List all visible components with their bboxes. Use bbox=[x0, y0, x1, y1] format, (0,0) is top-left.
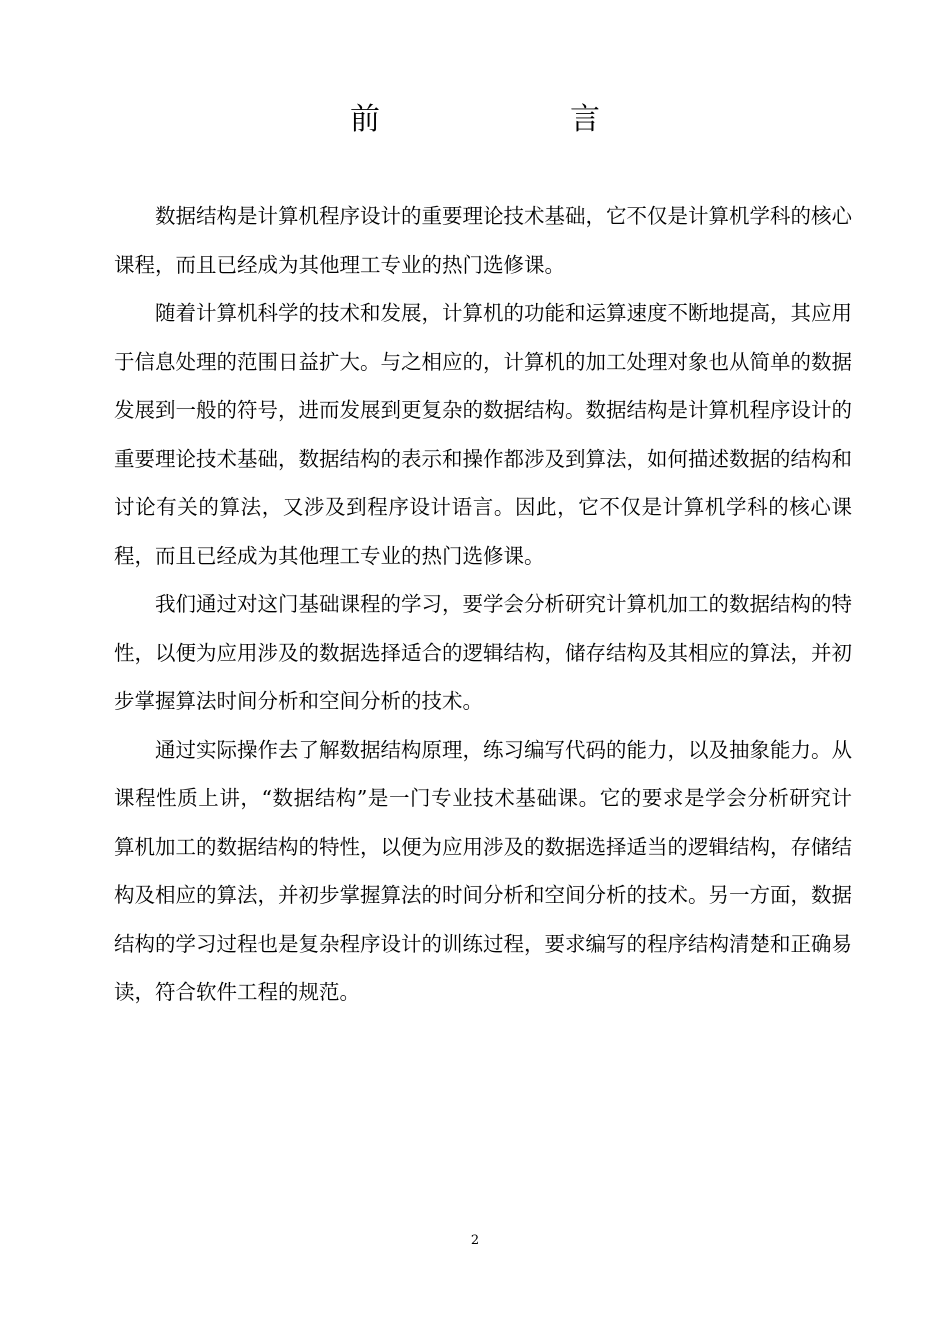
paragraph-3: 我们通过对这门基础课程的学习，要学会分析研究计算机加工的数据结构的特性，以便为应用涉及的数据选择适合的逻辑结构，储存结构及其相应的算法，并初步掌握算法时间分析和空间分析的技术。 bbox=[114, 592, 852, 713]
paragraph-1: 数据结构是计算机程序设计的重要理论技术基础，它不仅是计算机学科的核心课程，而且已经成为其他理工专业的热门选修课。 bbox=[114, 204, 852, 277]
page-number: 2 bbox=[470, 1233, 480, 1248]
paragraph-2: 随着计算机科学的技术和发展，计算机的功能和运算速度不断地提高，其应用于信息处理的范围日益扩大。与之相应的，计算机的加工处理对象也从简单的数据发展到一般的符号，进而发展到更复杂的数据结构。数据结构是计算机程序设计的重要理论技术基础，数据结构的表示和操作都涉及到算法，如何描述数据的结构和讨论有关的算法，又涉及到程序设计语言。因此，它不仅是计算机学科的核心课程，而且已经成为其他理工专业的热门选修课。 bbox=[114, 301, 852, 568]
page-title: 前 言 bbox=[350, 102, 680, 137]
body-text bbox=[114, 192, 852, 1017]
paragraph-4: 通过实际操作去了解数据结构原理，练习编写代码的能力，以及抽象能力。从课程性质上讲，“数据结构”是一门专业技术基础课。它的要求是学会分析研究计算机加工的数据结构的特性，以便为应用涉及的数据选择适当的逻辑结构，存储结构及相应的算法，并初步掌握算法的时间分析和空间分析的技术。另一方面，数据结构的学习过程也是复杂程序设计的训练过程，要求编写的程序结构清楚和正确易读，符合软件工程的规范。 bbox=[114, 737, 852, 1004]
